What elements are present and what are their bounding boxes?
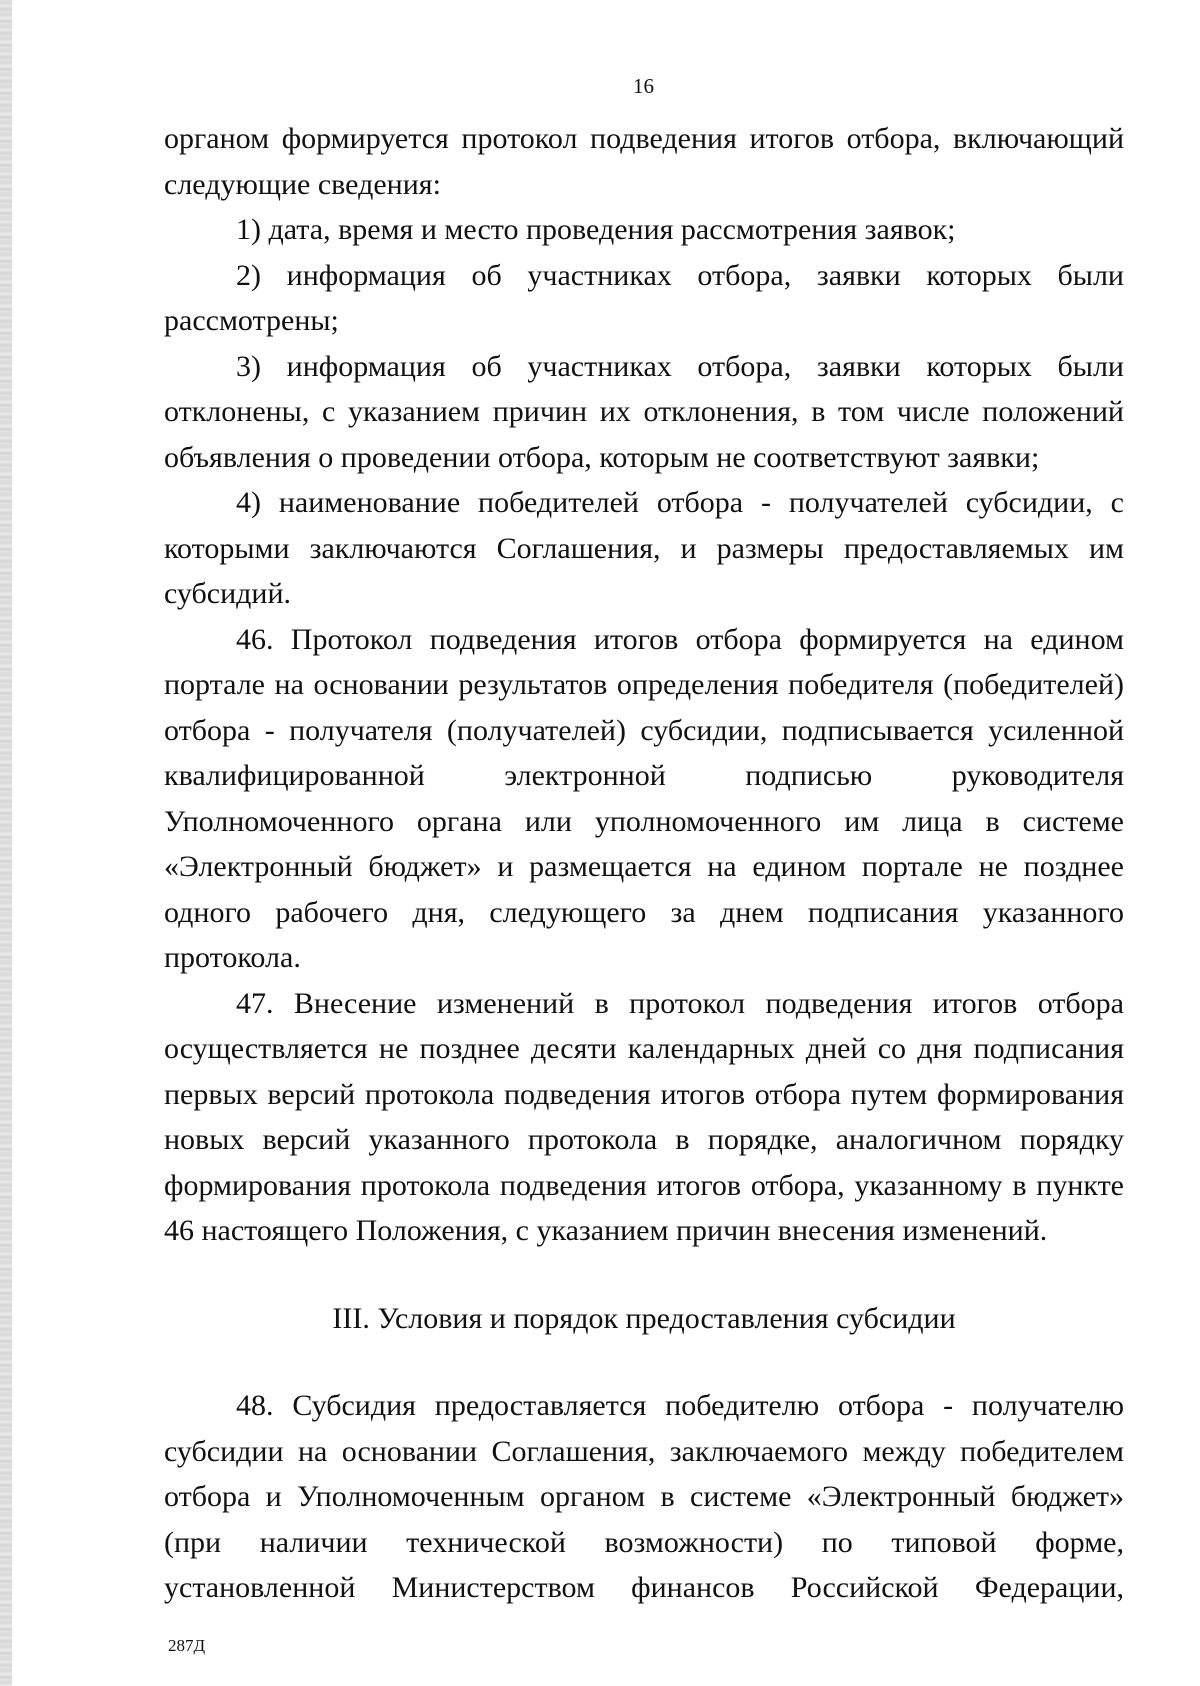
list-item-1: 1) дата, время и место проведения рассмотрения заявок; [236,213,956,246]
page-number: 16 [633,74,654,98]
paragraph-46: 46. Протокол подведения итогов отбора формируется на едином портале на основании результатов определения победителя (победителей) отбора - получателя (получателей) субсидии, подписывается усиленной квалифицированной электронной подписью руководителя Уполномоченного органа или уполномоченного им лица в системе «Электронный бюджет» и размещается на едином портале не позднее одного рабочего дня, следующего за днем подписания указанного протокола. [164,622,1124,974]
paragraph-intro: органом формируется протокол подведения итогов отбора, включающий следующие сведения: [164,122,1124,201]
document-body [164,116,1124,1611]
list-item-4: 4) наименование победителей отбора - получателей субсидии, с которыми заключаются Соглашения, и размеры предоставляемых им субсидий. [164,486,1124,610]
paragraph-48: 48. Субсидия предоставляется победителю отбора - получателю субсидии на основании Соглашения, заключаемого между победителем отбора и Уполномоченным органом в системе «Электронный бюджет» (при наличии технической возможности) по типовой форме, установленной Министерством финансов Российской Федерации, [164,1389,1124,1604]
footer-code: 287Д [168,1636,206,1655]
paragraph-47: 47. Внесение изменений в протокол подведения итогов отбора осуществляется не позднее десяти календарных дней со дня подписания первых версий протокола подведения итогов отбора путем формирования новых версий указанного протокола в порядке, аналогичном порядку формирования протокола подведения итогов отбора, указанному в пункте 46 настоящего Положения, с указанием причин внесения изменений. [164,986,1124,1247]
list-item-3: 3) информация об участниках отбора, заявки которых были отклонены, с указанием причин их отклонения, в том числе положений объявления о проведении отбора, которым не соответствуют заявки; [164,349,1124,474]
list-item-2: 2) информация об участниках отбора, заявки которых были рассмотрены; [164,258,1124,337]
section-heading: III. Условия и порядок предоставления субсидии [332,1301,956,1335]
scan-edge [0,0,12,1686]
